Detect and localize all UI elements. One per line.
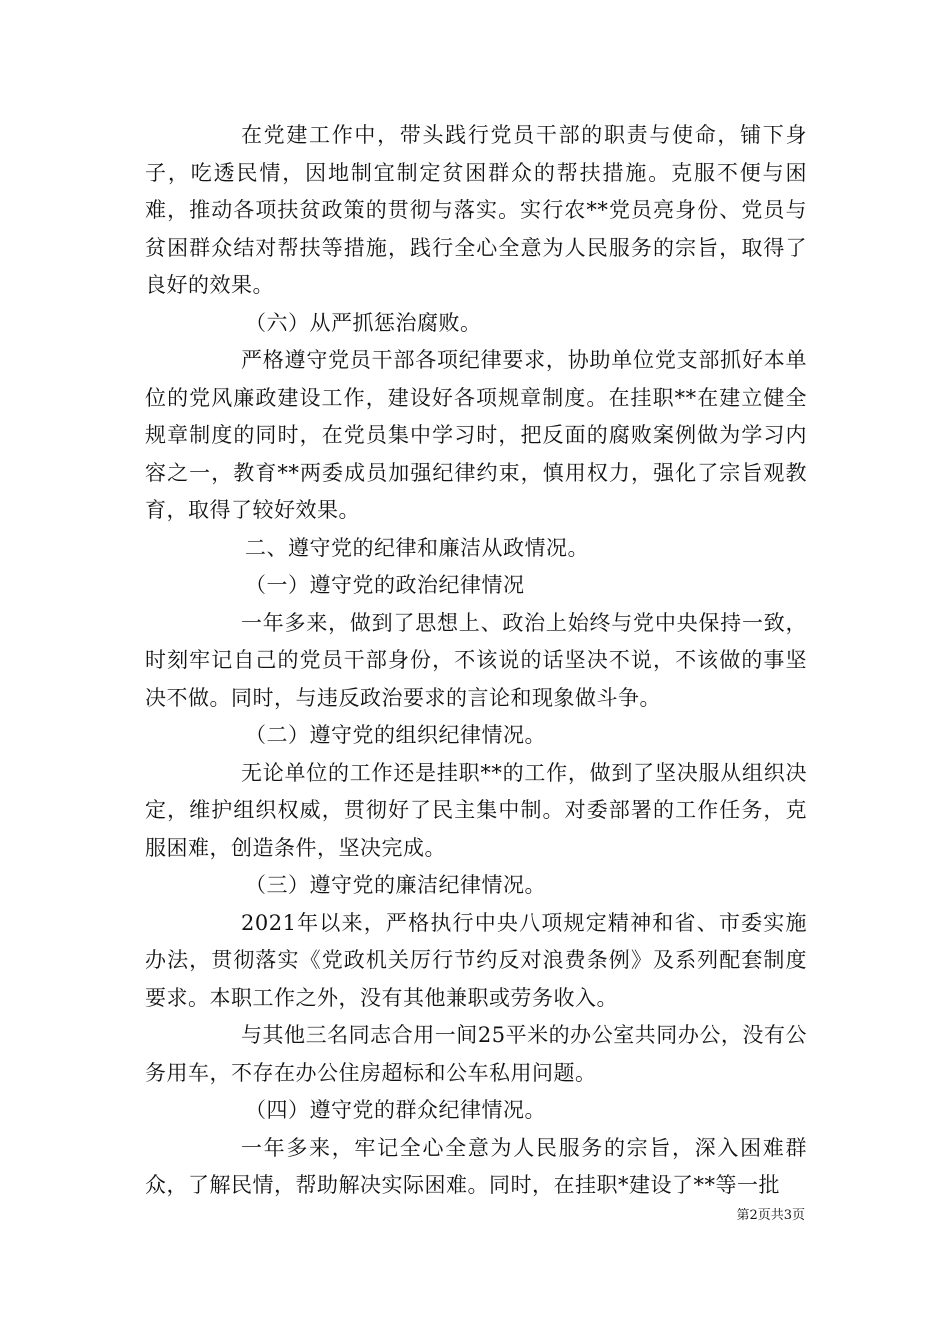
paragraph-mass-discipline: 一年多来，牢记全心全意为人民服务的宗旨，深入困难群众，了解民情，帮助解决实际困难。同时，在挂职*建设了**等一批 [145, 1135, 807, 1197]
paragraph-organizational-discipline: 无论单位的工作还是挂职**的工作，做到了坚决服从组织决定，维护组织权威，贯彻好了民主集中制。对委部署的工作任务，克服困难，创造条件，坚决完成。 [145, 760, 807, 860]
page-number-footer: 第2页共3页 [736, 1208, 805, 1223]
heading-integrity-discipline: （三）遵守党的廉洁纪律情况。 [245, 873, 546, 897]
heading-section-two: 二、遵守党的纪律和廉洁从政情况。 [245, 535, 589, 560]
heading-organizational-discipline: （二）遵守党的组织纪律情况。 [245, 723, 546, 747]
paragraph-office-usage: 与其他三名同志合用一间25平米的办公室共同办公，没有公务用车，不存在办公住房超标和公车私用问题。 [145, 1023, 807, 1085]
heading-anti-corruption: （六）从严抓惩治腐败。 [245, 310, 482, 335]
paragraph-party-building: 在党建工作中，带头践行党员干部的职责与使命，铺下身子，吃透民情，因地制宜制定贫困群众的帮扶措施。克服不便与困难，推动各项扶贫政策的贯彻与落实。实行农**党员亮身份、党员与贫困群众结对帮扶等措施，践行全心全意为人民服务的宗旨，取得了良好的效果。 [145, 123, 807, 297]
heading-political-discipline: （一）遵守党的政治纪律情况 [245, 573, 525, 597]
document-body [145, 117, 807, 1205]
paragraph-discipline-requirements: 严格遵守党员干部各项纪律要求，协助单位党支部抓好本单位的党风廉政建设工作，建设好各项规章制度。在挂职**在建立健全规章制度的同时，在党员集中学习时，把反面的腐败案例做为学习内容之一，教育**两委成员加强纪律约束，慎用权力，强化了宗旨观教育，取得了较好效果。 [145, 348, 807, 522]
paragraph-integrity-discipline: 2021年以来，严格执行中央八项规定精神和省、市委实施办法，贯彻落实《党政机关厉行节约反对浪费条例》及系列配套制度要求。本职工作之外，没有其他兼职或劳务收入。 [145, 910, 807, 1010]
heading-mass-discipline: （四）遵守党的群众纪律情况。 [245, 1098, 546, 1122]
paragraph-political-discipline: 一年多来，做到了思想上、政治上始终与党中央保持一致，时刻牢记自己的党员干部身份，不该说的话坚决不说，不该做的事坚决不做。同时，与违反政治要求的言论和现象做斗争。 [145, 610, 807, 710]
